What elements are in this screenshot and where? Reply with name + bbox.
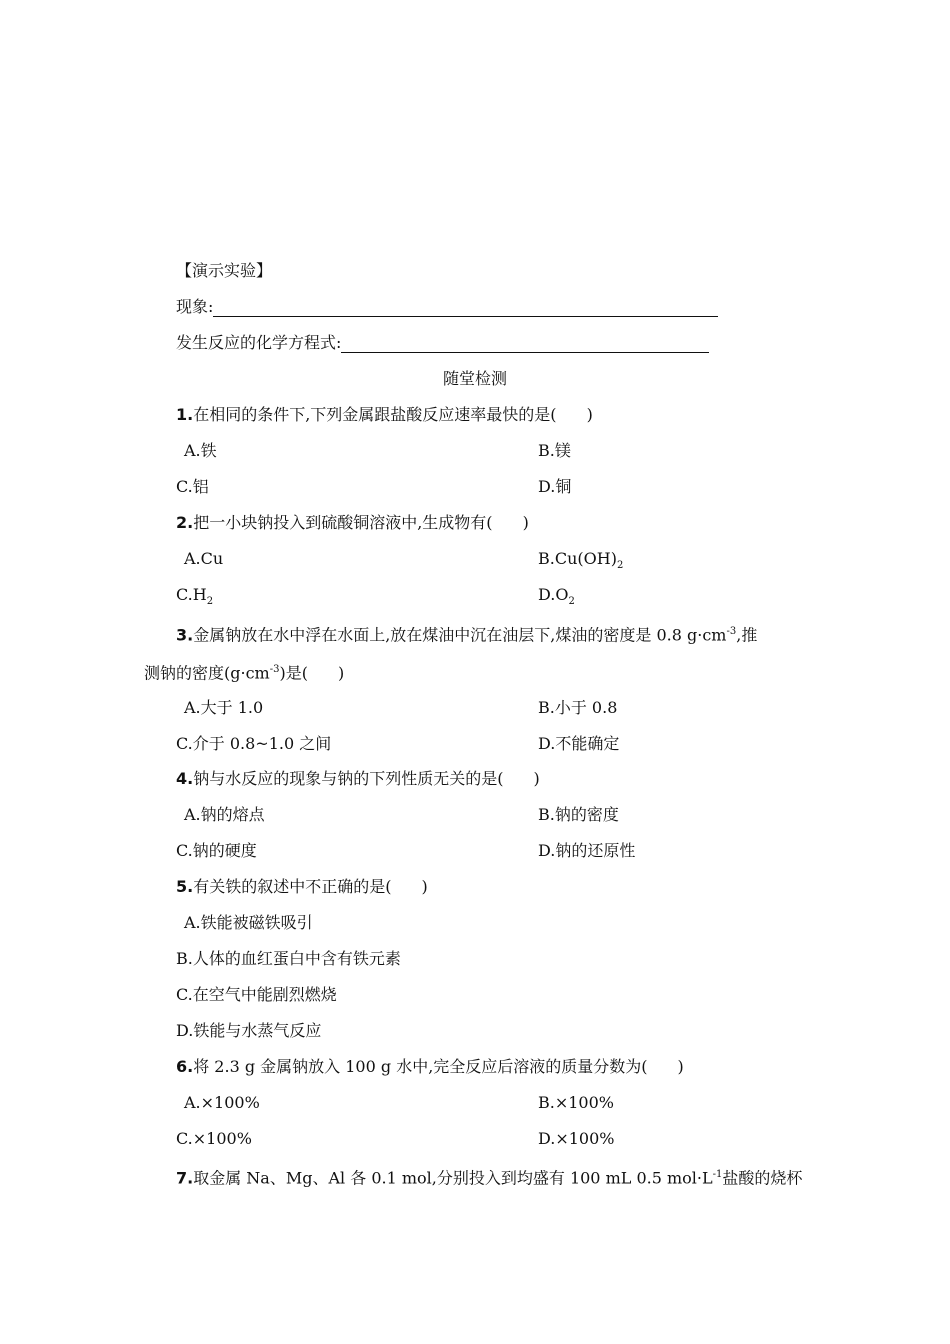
option-a: A.大于 1.0 bbox=[184, 698, 264, 717]
close-paren: ) bbox=[421, 877, 428, 896]
question-6-stem bbox=[176, 1057, 684, 1077]
option-b: B.镁 bbox=[538, 441, 571, 460]
section-title: 随堂检测 bbox=[442, 369, 507, 388]
equation-line bbox=[176, 333, 709, 353]
question-number: 4. bbox=[176, 769, 194, 788]
subscript: 2 bbox=[568, 596, 575, 608]
equation-label: 发生反应的化学方程式: bbox=[176, 333, 342, 352]
option-c: C.钠的硬度 bbox=[176, 841, 257, 860]
option-c: C.在空气中能剧烈燃烧 bbox=[176, 985, 337, 1004]
question-text: 测钠的密度(g·cm bbox=[144, 663, 270, 683]
question-5-stem bbox=[176, 877, 428, 897]
phenomenon-line bbox=[176, 297, 718, 317]
close-paren: ) bbox=[677, 1057, 684, 1076]
question-number: 6. bbox=[176, 1057, 194, 1076]
close-paren: ) bbox=[337, 663, 345, 683]
phenomenon-blank[interactable] bbox=[213, 300, 718, 317]
option-d: D.×100% bbox=[538, 1129, 615, 1148]
option-c bbox=[176, 585, 213, 612]
option-c: C.×100% bbox=[176, 1129, 252, 1148]
question-text: 钠与水反应的现象与钠的下列性质无关的是( bbox=[193, 769, 504, 788]
question-text: ,推 bbox=[736, 625, 758, 645]
option-a: A.Cu bbox=[184, 549, 224, 568]
question-number: 7. bbox=[176, 1168, 194, 1188]
question-number: 3. bbox=[176, 625, 194, 645]
option-d: D.铁能与水蒸气反应 bbox=[176, 1021, 322, 1040]
option-d: D.铜 bbox=[538, 477, 572, 496]
question-1-stem bbox=[176, 405, 593, 425]
option-text: C.H bbox=[176, 585, 207, 604]
option-a: A.钠的熔点 bbox=[184, 805, 265, 824]
option-c: C.铝 bbox=[176, 477, 209, 496]
question-text: 金属钠放在水中浮在水面上,放在煤油中沉在油层下,煤油的密度是 0.8 g·cm bbox=[193, 625, 727, 645]
question-text: 取金属 Na、Mg、Al 各 0.1 mol,分别投入到均盛有 100 mL 0.5 mol·L bbox=[193, 1168, 713, 1188]
option-a: A.铁能被磁铁吸引 bbox=[184, 913, 313, 932]
question-number: 5. bbox=[176, 877, 194, 896]
option-text: B.Cu(OH) bbox=[538, 549, 617, 568]
option-d: D.钠的还原性 bbox=[538, 841, 636, 860]
close-paren: ) bbox=[586, 405, 593, 424]
question-text: 将 2.3 g 金属钠放入 100 g 水中,完全反应后溶液的质量分数为( bbox=[193, 1057, 648, 1076]
equation-blank[interactable] bbox=[341, 336, 709, 353]
option-b: B.小于 0.8 bbox=[538, 698, 618, 717]
option-a: A.×100% bbox=[184, 1093, 260, 1112]
option-d: D.不能确定 bbox=[538, 734, 620, 753]
question-text: 有关铁的叙述中不正确的是( bbox=[193, 877, 392, 896]
option-d bbox=[538, 585, 575, 612]
question-4-stem bbox=[176, 769, 540, 789]
question-3-stem-line1 bbox=[176, 622, 757, 645]
subscript: 2 bbox=[206, 596, 214, 608]
option-b bbox=[538, 549, 623, 576]
question-text: )是( bbox=[279, 663, 308, 683]
superscript: -3 bbox=[726, 626, 737, 637]
close-paren: ) bbox=[522, 513, 529, 532]
question-text: 把一小块钠投入到硫酸铜溶液中,生成物有( bbox=[193, 513, 493, 532]
question-number: 1. bbox=[176, 405, 194, 424]
phenomenon-label: 现象: bbox=[176, 297, 214, 316]
option-a: A.铁 bbox=[184, 441, 217, 460]
option-b: B.钠的密度 bbox=[538, 805, 619, 824]
question-number: 2. bbox=[176, 513, 194, 532]
demo-heading: 【演示实验】 bbox=[176, 261, 273, 280]
option-text: D.O bbox=[538, 585, 569, 604]
question-text: 盐酸的烧杯 bbox=[722, 1168, 803, 1188]
question-text: 在相同的条件下,下列金属跟盐酸反应速率最快的是( bbox=[193, 405, 557, 424]
question-2-stem bbox=[176, 513, 529, 533]
option-b: B.×100% bbox=[538, 1093, 614, 1112]
close-paren: ) bbox=[533, 769, 540, 788]
superscript: -1 bbox=[712, 1169, 723, 1180]
option-c: C.介于 0.8~1.0 之间 bbox=[176, 734, 332, 753]
question-3-stem-line2 bbox=[144, 660, 344, 683]
superscript: -3 bbox=[269, 664, 280, 675]
option-b: B.人体的血红蛋白中含有铁元素 bbox=[176, 949, 401, 968]
question-7-stem bbox=[176, 1165, 802, 1188]
subscript: 2 bbox=[616, 560, 624, 572]
